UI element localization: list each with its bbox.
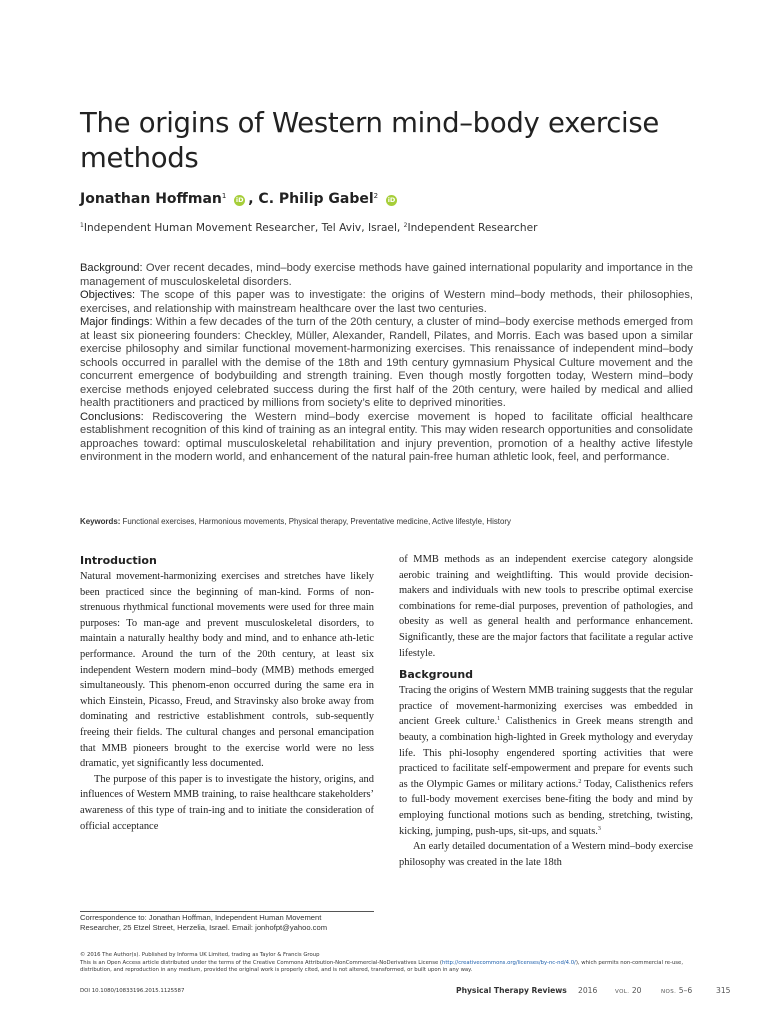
abstract-objectives [80,289,693,316]
affiliation-mark: 1 [80,222,84,229]
keywords-label: Keywords: [80,517,121,526]
orcid-icon[interactable]: iD [235,196,244,204]
body-text: Calisthenics in Greek means strength and beauty, a combination high-lighted in Greek mythology and everyday life. This phi-losophy engendered sporting activities that were practiced to facilitate self-empowerment and prepare for events such as the Olympic Games or military actions. [399,716,693,790]
affiliation-text: Independent Human Movement Researcher, Tel Aviv, Israel, [83,222,404,234]
reference-link[interactable]: 2 [578,778,582,785]
author-name[interactable]: Jonathan Hoffman [80,191,222,207]
affiliations [80,222,537,234]
abstract-text: Rediscovering the Western mind–body exercise movement is hoped to facilitate official healthcare establishment recognition of this kind of training as an integral entity. This may widen research opportunities and consolidate approaches toward: optimal musculoskeletal rehabilitation and injury prevention, promotion of a healthy active lifestyle environment in the modern world, and enhancement of the natural pain-free human athletic look, feel, and performance. [80,410,693,463]
abstract-label: Major findings: [80,316,153,328]
abstract-label: Background: [80,262,143,274]
keywords-text: Functional exercises, Harmonious movements, Physical therapy, Preventative medicine, Active lifestyle, History [120,517,511,526]
correspondence-line: Correspondence to: Jonathan Hoffman, Independent Human Movement [80,913,322,922]
body-paragraph: of MMB methods as an independent exercise category alongside aerobic training and weightlifting. This would provide decision-makers and individuals with new tools to prescribe optimal exercise combinations for reme-dial purposes, prevention of pathologies, and obesity as well as general health and performance enhancement. Significantly, these are the major factors that facilitate a regular active lifestyle. [399,554,693,659]
abstract-text: Over recent decades, mind–body exercise methods have gained international popularity and importance in the management of musculoskeletal disorders. [80,262,693,288]
page-number: 315 [716,986,731,995]
abstract [80,262,693,465]
abstract-label: Objectives: [80,289,136,301]
license-text-part: This is an Open Access article distributed under the terms of the Creative Commons Attribution-NonCommercial-NoDerivatives License ( [80,959,442,966]
author-list [80,191,400,207]
license-text [80,960,695,975]
license-link[interactable]: http://creativecommons.org/licenses/by-nc-nd/4.0/ [441,959,576,966]
license-note [80,952,695,975]
body-text: Today, Calisthenics refers to full-body movement exercises bene-fiting the body and mind by employing functional motions such as bending, stretching, twisting, kicking, jumping, push-ups, sit-ups, and squats. [399,778,694,837]
license-text-part: ), which permits non-commercial re-use, distribution, and reproduction in any medium, provided the original work is properly cited, and is not altered, transformed, or built upon in any way. [80,959,683,974]
abstract-conclusions [80,411,693,465]
doi[interactable]: DOI 10.1080/10833196.2015.1125587 [80,988,185,994]
article-title: The origins of Western mind–body exercise methods [80,107,660,174]
issue-number: 5–6 [678,986,693,995]
journal-name: Physical Therapy Reviews [456,986,567,995]
volume-label: VOL. [615,989,630,995]
author-name[interactable]: C. Philip Gabel [258,191,374,207]
body-column-left [80,552,374,834]
author-separator: , [248,191,259,207]
body-column-right [399,552,693,870]
body-paragraph: The purpose of this paper is to investigate the history, origins, and influences of Western MMB training, to raise healthcare stakeholders’ awareness of this type of train-ing and to initiate the consideration of official acceptance [80,773,374,832]
issue-label: NOS. [661,989,677,995]
orcid-icon[interactable]: iD [387,196,396,204]
body-paragraph: An early detailed documentation of a Western mind–body exercise philosophy was created in the late 18th [399,841,693,868]
correspondence-line: Researcher, 25 Etzel Street, Herzelia, Israel. Email: jonhofpt@yahoo.com [80,923,328,932]
abstract-text: The scope of this paper was to investigate: the origins of Western mind–body methods, their philosophies, exercises, and relationship with mainstream healthcare over the last two centuries. [80,289,693,315]
abstract-text: Within a few decades of the turn of the 20th century, a cluster of mind–body exercise methods emerged from at least six pioneering founders: Checkley, Müller, Alexander, Randell, Pilates, and Morris. Each was based upon a similar exercise philosophy and similar functional movement-harmonizing exercises. This renaissance of independent mind–body schools occurred in parallel with the demise of the 18th and 19th century gymnasium Physical Culture movement and the concurrent emergence of bodybuilding and strength training. Even though mostly forgotten today, Western mind–body exercise methods enjoyed celebrated success during the first half of the 20th century, were hailed by medical and allied health practitioners and practiced by millions from society’s elite to deprived minorities. [80,316,693,409]
publication-year: 2016 [578,986,598,995]
affiliation-mark: 1 [221,192,227,200]
abstract-label: Conclusions: [80,410,144,423]
correspondence-note [80,913,380,933]
affiliation-mark: 2 [373,192,379,200]
body-paragraph [399,683,693,839]
affiliation-text: Independent Researcher [407,222,538,234]
body-paragraph: Natural movement-harmonizing exercises and stretches have likely been practiced since the beginning of man-kind. Forms of non-strenuous rhythmical functional movements were used for three main purposes: To man-age and prevent musculoskeletal disorders, to maintain a naturally healthy body and mind, and to enhance ath-letic performance. Around the turn of the 20th century, at least six independent Western modern mind–body (MMB) methods emerged simultaneously. This phenom-enon occurred during the same era in which Einstein, Picasso, Freud, and Stravinsky also broke away from dominating and restrictive establishment controls, sub-sequently freeing their fields. The cultural changes and personal emancipation that MMB pioneers brought to the exercise world were no less dramatic, yet significantly less documented. [80,571,374,770]
keywords [80,517,511,526]
volume-number: 20 [631,986,642,995]
copyright-line: © 2016 The Author(s). Published by Informa UK Limited, trading as Taylor & Francis Group [80,952,320,958]
abstract-major-findings [80,316,693,411]
section-heading-introduction: Introduction [80,554,157,567]
affiliation-mark: 2 [403,222,408,229]
issue-numbers [661,986,692,995]
abstract-background [80,262,693,289]
volume [615,986,642,995]
reference-link[interactable]: 1 [497,716,501,723]
section-heading-background: Background [399,668,474,682]
footnote-divider [80,911,374,912]
reference-link[interactable]: 3 [597,825,601,832]
body-text: Tracing the origins of Western MMB training suggests that the regular practice of movement-harmonizing exercises was embedded in ancient Greek culture. [399,685,693,728]
